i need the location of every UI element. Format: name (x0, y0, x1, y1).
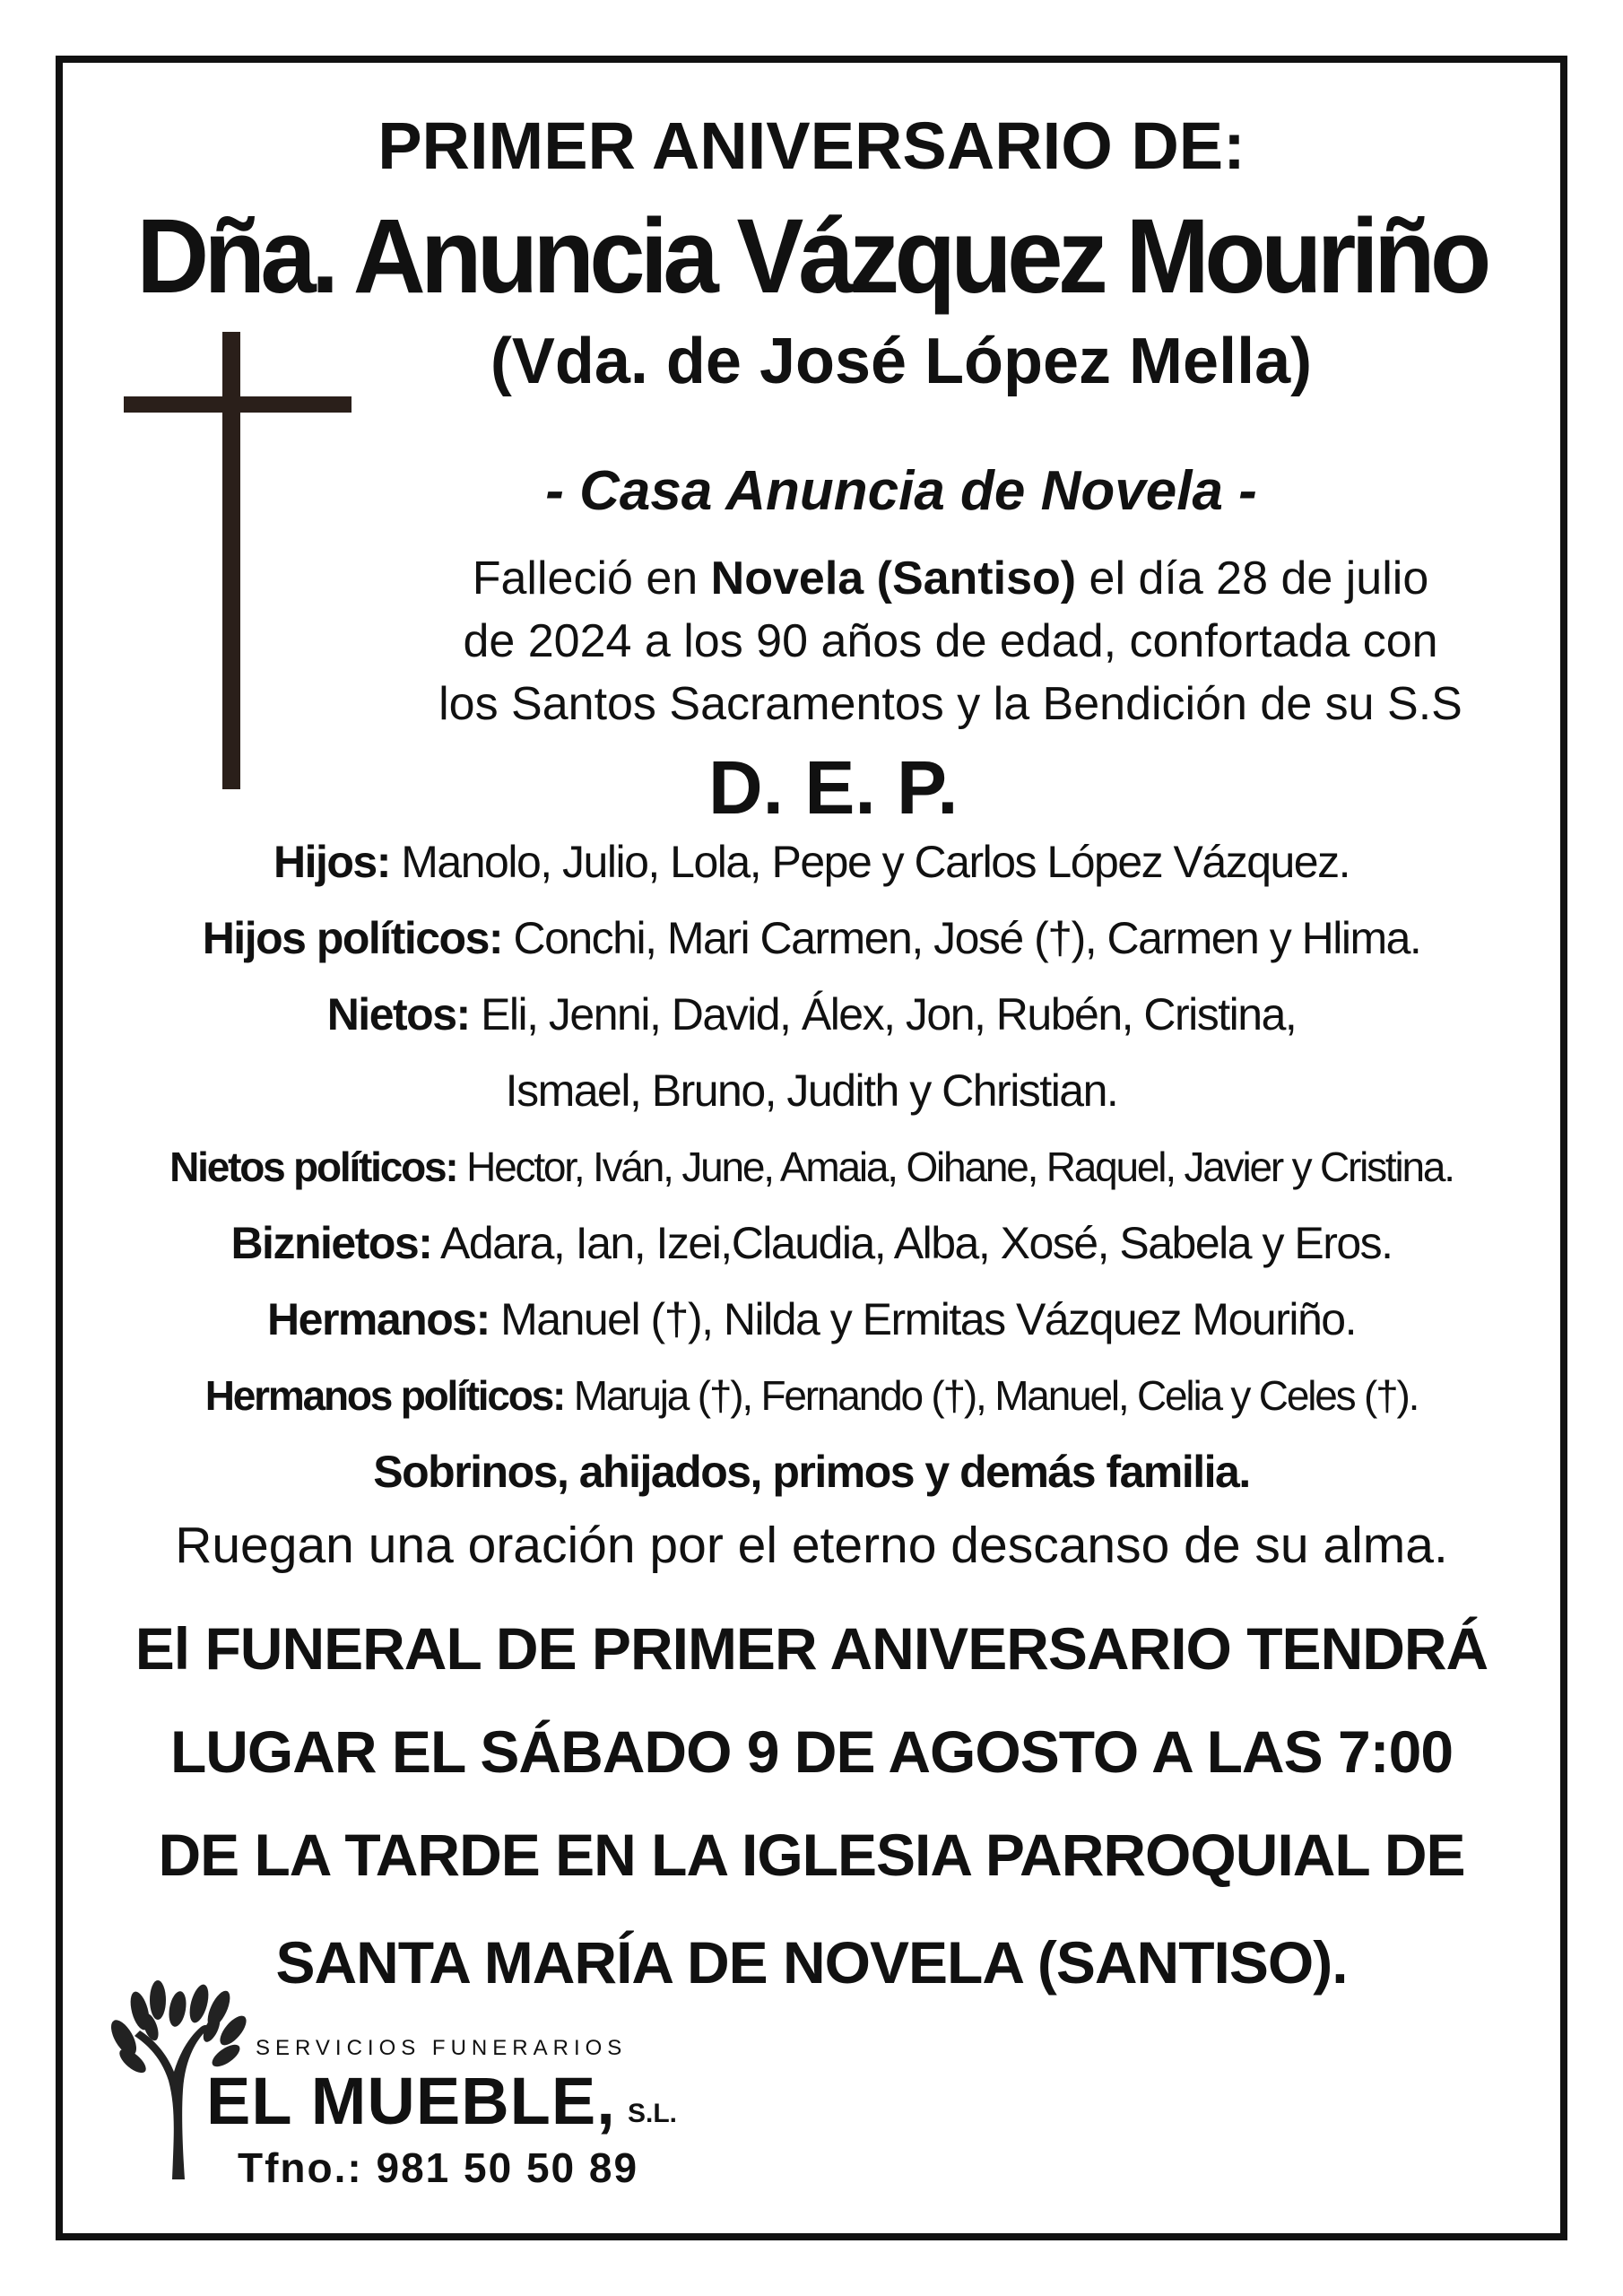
family-line: Sobrinos, ahijados, primos y demás familia. (373, 1447, 1250, 1497)
family-line: Hermanos: Manuel (†), Nilda y Ermitas Vázquez Mouriño. (267, 1294, 1356, 1344)
funeral-line: SANTA MARÍA DE NOVELA (SANTISO). (275, 1929, 1348, 1996)
funeral-line: DE LA TARDE EN LA IGLESIA PARROQUIAL DE (158, 1822, 1465, 1888)
family-line: Hermanos políticos: Maruja (†), Fernando (†), Manuel, Celia y Celes (†). (204, 1372, 1419, 1419)
funeral-line: El FUNERAL DE PRIMER ANIVERSARIO TENDRÁ (135, 1615, 1488, 1682)
deceased-name: Dña. Anuncia Vázquez Mouriño (136, 197, 1487, 316)
death-line-1: Falleció en Novela (Santiso) el día 28 de julio (472, 552, 1429, 604)
notice-title: PRIMER ANIVERSARIO DE: (378, 109, 1245, 183)
death-line-2: de 2024 a los 90 años de edad, confortada con (463, 615, 1438, 667)
family-line: Ismael, Bruno, Judith y Christian. (505, 1065, 1118, 1116)
dep-text: D. E. P. (708, 745, 959, 830)
brand-suffix: S.L. (628, 2099, 678, 2128)
brand-name: EL MUEBLE, (206, 2064, 616, 2138)
family-line: Hijos políticos: Conchi, Mari Carmen, José (†), Carmen y Hlima. (202, 913, 1421, 963)
widow-of: (Vda. de José López Mella) (490, 326, 1313, 397)
services-label: SERVICIOS FUNERARIOS (256, 2036, 628, 2060)
prayer-request: Ruegan una oración por el eterno descanso de su alma. (175, 1517, 1448, 1574)
funeral-line: LUGAR EL SÁBADO 9 DE AGOSTO A LAS 7:00 (169, 1718, 1454, 1785)
family-line: Hijos: Manolo, Julio, Lola, Pepe y Carlos López Vázquez. (273, 837, 1350, 887)
family-line: Nietos políticos: Hector, Iván, June, Amaia, Oihane, Raquel, Javier y Cristina. (169, 1144, 1454, 1190)
phone-number: Tfno.: 981 50 50 89 (238, 2144, 639, 2191)
house-name: - Casa Anuncia de Novela - (545, 460, 1257, 522)
family-line: Nietos: Eli, Jenni, David, Álex, Jon, Rubén, Cristina, (326, 989, 1297, 1039)
family-line: Biznietos: Adara, Ian, Izei,Claudia, Alba, Xosé, Sabela y Eros. (230, 1218, 1393, 1268)
death-line-3: los Santos Sacramentos y la Bendición de su S.S (438, 678, 1462, 730)
